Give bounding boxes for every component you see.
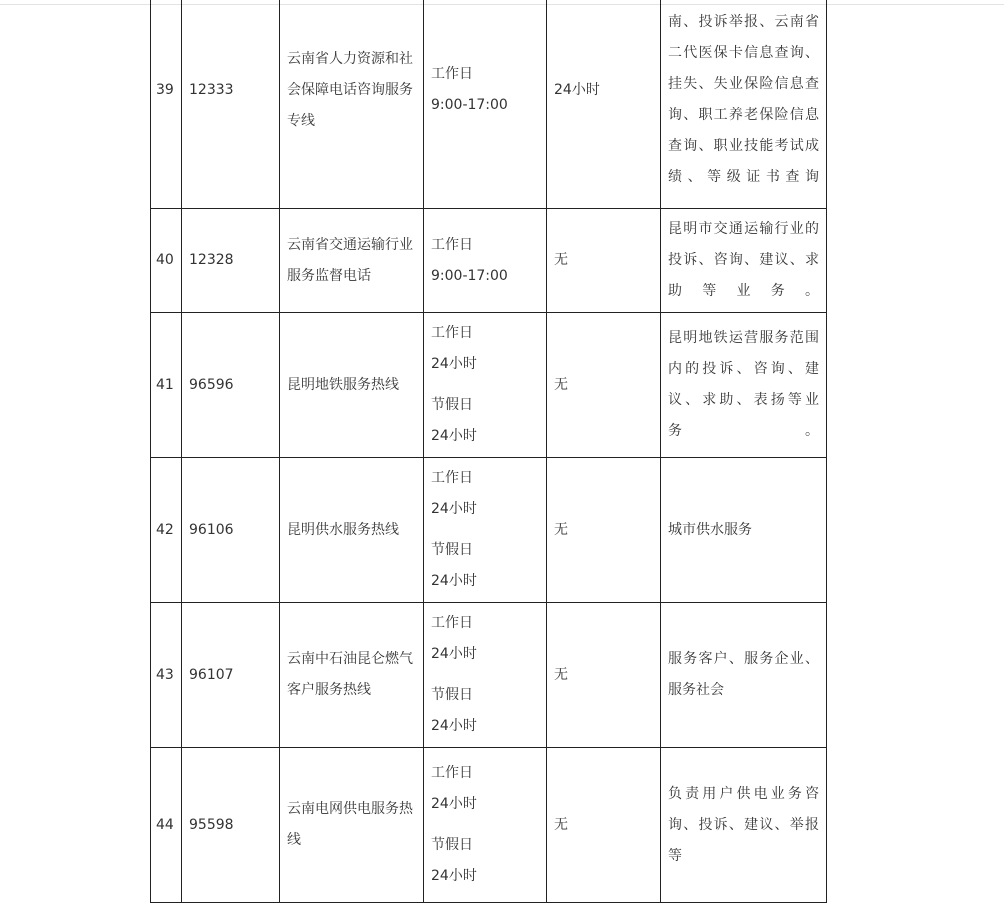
- hotline-number: 96596: [182, 313, 280, 458]
- row-index: 41: [151, 313, 182, 458]
- table-row: [151, 313, 827, 458]
- table-row: [151, 458, 827, 603]
- hotline-name: 昆明地铁服务热线: [280, 313, 424, 458]
- row-index: 44: [151, 748, 182, 903]
- hotline-number: 96107: [182, 603, 280, 748]
- row-index: 40: [151, 209, 182, 313]
- service-description: 昆明地铁运营服务范围内的投诉、咨询、建议、求助、表扬等业务。: [661, 313, 827, 458]
- service-description: 南、投诉举报、云南省二代医保卡信息查询、挂失、失业保险信息查询、职工养老保险信息查询、职业技能考试成绩、等级证书查询: [661, 0, 827, 209]
- service-description: 负责用户供电业务咨询、投诉、建议、举报等: [661, 748, 827, 903]
- fax-hours: 无: [547, 458, 661, 603]
- hours-entry: 节假日 24小时: [431, 542, 477, 589]
- hours-entry: 节假日 24小时: [431, 837, 477, 884]
- service-hours: [424, 313, 547, 458]
- service-hours: [424, 458, 547, 603]
- hotline-name: 云南中石油昆仑燃气客户服务热线: [280, 603, 424, 748]
- table-row: [151, 748, 827, 903]
- hours-entry: 工作日 24小时: [431, 325, 477, 372]
- service-hours: [424, 209, 547, 313]
- hours-entry: 节假日 24小时: [431, 687, 477, 734]
- table-row: [151, 603, 827, 748]
- fax-hours: 无: [547, 748, 661, 903]
- service-description: 城市供水服务: [661, 458, 827, 603]
- hotline-name: 云南省交通运输行业服务监督电话: [280, 209, 424, 313]
- service-description: 服务客户、服务企业、服务社会: [661, 603, 827, 748]
- hours-entry: 工作日 24小时: [431, 615, 477, 662]
- row-index: 42: [151, 458, 182, 603]
- hotline-number: 96106: [182, 458, 280, 603]
- hotline-number: 95598: [182, 748, 280, 903]
- hours-entry: 节假日 24小时: [431, 397, 477, 444]
- service-hours: [424, 748, 547, 903]
- hotline-number: 12328: [182, 209, 280, 313]
- hotline-name: 昆明供水服务热线: [280, 458, 424, 603]
- hotline-table: [150, 0, 827, 903]
- hotline-number: 12333: [182, 0, 280, 209]
- service-hours: [424, 0, 547, 209]
- table-row: [151, 0, 827, 209]
- fax-hours: 无: [547, 313, 661, 458]
- hours-entry: 工作日 24小时: [431, 470, 477, 517]
- row-index: 39: [151, 0, 182, 209]
- fax-hours: 无: [547, 209, 661, 313]
- service-description: 昆明市交通运输行业的投诉、咨询、建议、求助等业务。: [661, 209, 827, 313]
- hours-entry: 工作日 9:00-17:00: [431, 66, 508, 113]
- hotline-name: 云南省人力资源和社会保障电话咨询服务专线: [280, 0, 424, 209]
- hours-entry: 工作日 24小时: [431, 765, 477, 812]
- table-row: [151, 209, 827, 313]
- row-index: 43: [151, 603, 182, 748]
- hotline-name: 云南电网供电服务热线: [280, 748, 424, 903]
- fax-hours: 24小时: [547, 0, 661, 209]
- service-hours: [424, 603, 547, 748]
- hours-entry: 工作日 9:00-17:00: [431, 236, 508, 284]
- fax-hours: 无: [547, 603, 661, 748]
